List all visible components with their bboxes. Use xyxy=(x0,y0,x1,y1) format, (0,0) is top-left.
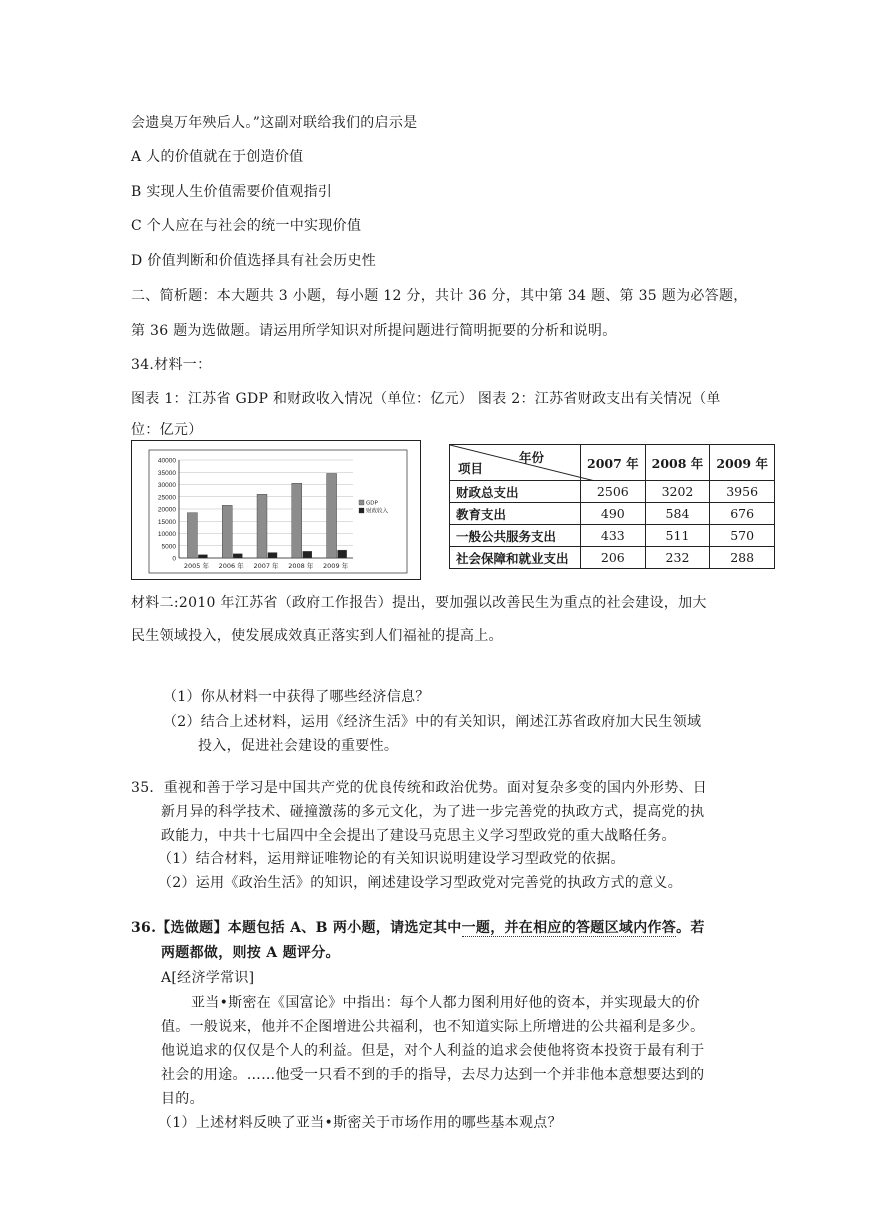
year-header: 2007 年 xyxy=(581,445,646,481)
q36-para-line2: 值。一般说来，他并不企图增进公共福利，也不知道实际上所增进的公共福利是多少。 xyxy=(161,1019,705,1035)
x-tick-label: 2006 年 xyxy=(218,562,244,570)
option-d: D 价值判断和价值选择具有社会历史性 xyxy=(131,253,377,269)
q34-sub2-line1: （2）结合上述材料，运用《经济生活》中的有关知识，阐述江苏省政府加大民生领域 xyxy=(163,714,702,730)
q35-line1: 35．重视和善于学习是中国共产党的优良传统和政治优势。面对复杂多变的国内外形势、日 xyxy=(131,780,708,796)
material2-line1: 材料二:2010 年江苏省（政府工作报告）提出，要加强以改善民生为重点的社会建设，加大 xyxy=(131,595,707,611)
cell: 3202 xyxy=(645,481,710,503)
cell: 2506 xyxy=(581,481,646,503)
q36-line1-b: 一题，并在相应的答题区域内作答 xyxy=(461,920,677,936)
q35-sub2: （2）运用《政治生活》的知识，阐述建设学习型政党对完善党的执政方式的意义。 xyxy=(158,875,683,891)
cell: 490 xyxy=(581,503,646,525)
table-corner-cell xyxy=(450,445,581,481)
material2-line2: 民生领域投入，使发展成效真正落实到人们福祉的提高上。 xyxy=(131,628,503,644)
q36-para-line3: 他说追求的仅仅是个人的利益。但是，对个人利益的追求会使他将资本投资于最有利于 xyxy=(161,1043,705,1059)
expenditure-table xyxy=(449,444,775,569)
q35-sub1: （1）结合材料，运用辩证唯物论的有关知识说明建设学习型政党的依据。 xyxy=(158,851,625,867)
q35-line3: 政能力，中共十七届四中全会提出了建设马克思主义学习型政党的重大战略任务。 xyxy=(161,828,676,844)
q36-a-head: A[经济学常识] xyxy=(161,970,255,986)
q36-line2: 两题都做，则按 A 题评分。 xyxy=(161,945,340,961)
y-tick-label: 5000 xyxy=(161,543,176,551)
q36-para-line1: 亚当•斯密在《国富论》中指出：每个人都力图利用好他的资本，并实现最大的价 xyxy=(191,995,701,1011)
fig-caption-2: 位：亿元） xyxy=(131,422,203,438)
table-row xyxy=(450,547,775,569)
table-row xyxy=(450,525,775,547)
bar-gdp xyxy=(257,494,267,558)
cell: 676 xyxy=(710,503,775,525)
header-top-label: 年份 xyxy=(518,450,544,465)
y-tick-label: 25000 xyxy=(157,494,176,502)
row-label: 一般公共服务支出 xyxy=(450,525,581,547)
section2-line2: 第 36 题为选做题。请运用所学知识对所提问题进行简明扼要的分析和说明。 xyxy=(131,323,617,339)
cell: 570 xyxy=(710,525,775,547)
table-row xyxy=(450,503,775,525)
row-label: 教育支出 xyxy=(450,503,581,525)
x-tick-label: 2007 年 xyxy=(253,562,279,570)
bar-revenue xyxy=(233,554,242,558)
legend-label: 财政收入 xyxy=(366,508,389,515)
bar-revenue xyxy=(303,551,312,558)
cell: 433 xyxy=(581,525,646,547)
bar-revenue xyxy=(198,555,207,558)
q36-para-line4: 社会的用途。……他受一只看不到的手的指导，去尽力达到一个并非他本意想要达到的 xyxy=(161,1067,705,1083)
cell: 288 xyxy=(710,547,775,569)
q35-line2: 新月异的科学技术、碰撞激荡的多元文化，为了进一步完善党的执政方式，提高党的执 xyxy=(161,804,705,820)
cell: 3956 xyxy=(710,481,775,503)
cell: 511 xyxy=(645,525,710,547)
y-tick-label: 0 xyxy=(172,555,176,563)
header-bottom-label: 项目 xyxy=(458,461,484,476)
q36-line1-c: 。若 xyxy=(676,920,705,936)
option-b: B 实现人生价值需要价值观指引 xyxy=(131,184,333,200)
q36-line1 xyxy=(131,917,705,937)
bar-gdp xyxy=(187,513,197,558)
chart-svg xyxy=(131,440,421,580)
y-tick-label: 30000 xyxy=(157,482,176,489)
bar-revenue xyxy=(338,550,347,558)
table-header-row xyxy=(450,445,775,481)
x-tick-label: 2009 年 xyxy=(323,562,349,570)
table-row xyxy=(450,481,775,503)
cell: 584 xyxy=(645,503,710,525)
section2-line1: 二、简析题：本大题共 3 小题，每小题 12 分，共计 36 分，其中第 34 题、第 35 题为必答题， xyxy=(131,288,748,304)
year-header: 2008 年 xyxy=(645,445,710,481)
bar-gdp xyxy=(292,483,302,558)
q36-para-line5: 目的。 xyxy=(161,1091,204,1107)
legend-swatch xyxy=(359,500,364,505)
legend-swatch xyxy=(359,508,364,513)
cell: 232 xyxy=(645,547,710,569)
y-tick-label: 40000 xyxy=(157,457,176,465)
fig-caption-1: 图表 1：江苏省 GDP 和财政收入情况（单位：亿元） 图表 2：江苏省财政支出有关情况（单 xyxy=(131,391,721,407)
x-tick-label: 2005 年 xyxy=(183,562,209,570)
bar-gdp xyxy=(327,473,337,558)
gdp-bar-chart xyxy=(131,440,421,580)
q34-sub1: （1）你从材料一中获得了哪些经济信息？ xyxy=(163,689,430,705)
q36-sub1: （1）上述材料反映了亚当•斯密关于市场作用的哪些基本观点？ xyxy=(158,1115,562,1131)
q36-line1-a: 36.【选做题】本题包括 A、B 两小题，请选定其中 xyxy=(131,920,462,936)
q34-head: 34.材料一： xyxy=(131,357,212,373)
cell: 206 xyxy=(581,547,646,569)
y-tick-label: 10000 xyxy=(157,531,176,538)
bar-gdp xyxy=(222,505,232,558)
row-label: 社会保障和就业支出 xyxy=(450,547,581,569)
option-a: A 人的价值就在于创造价值 xyxy=(131,149,304,165)
q34-sub2-line2: 投入，促进社会建设的重要性。 xyxy=(198,738,399,754)
y-tick-label: 20000 xyxy=(157,506,176,514)
intro-line: 会遗臭万年殃后人。”这副对联给我们的启示是 xyxy=(131,115,418,131)
x-tick-label: 2008 年 xyxy=(288,562,314,570)
option-c: C 个人应在与社会的统一中实现价值 xyxy=(131,218,362,234)
row-label: 财政总支出 xyxy=(450,481,581,503)
expenditure-table-figure xyxy=(449,444,775,569)
legend-label: GDP xyxy=(366,500,378,507)
y-tick-label: 35000 xyxy=(157,469,176,477)
bar-revenue xyxy=(268,553,277,558)
year-header: 2009 年 xyxy=(710,445,775,481)
y-tick-label: 15000 xyxy=(157,518,176,526)
